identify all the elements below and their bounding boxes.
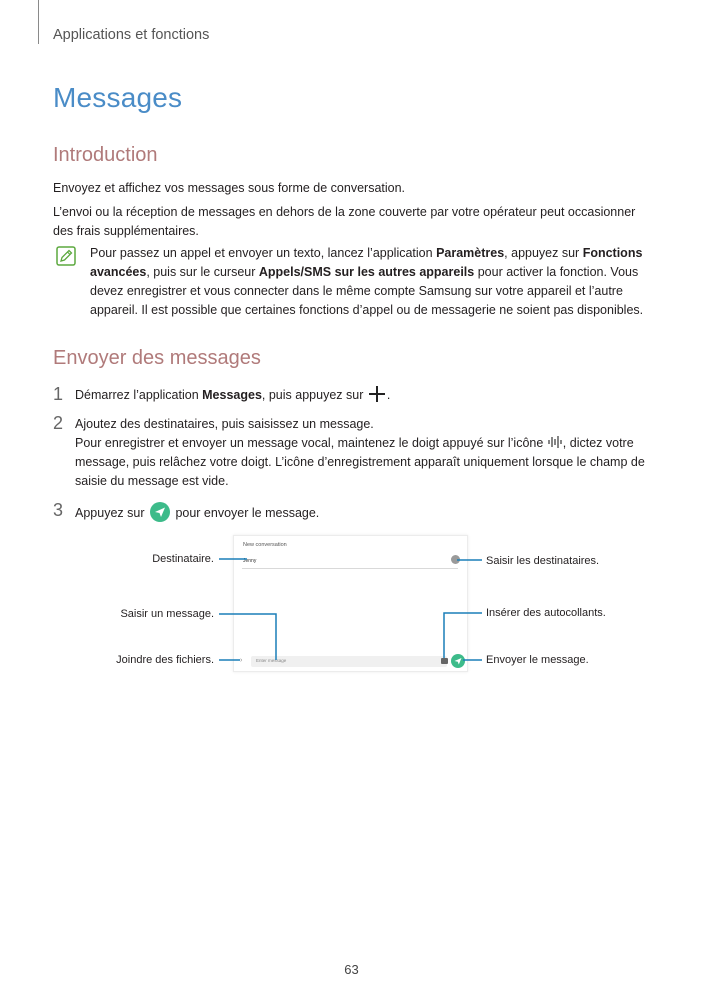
callout-send: Envoyer le message.	[486, 654, 589, 666]
send-heading: Envoyer des messages	[53, 347, 261, 369]
intro-heading: Introduction	[53, 144, 158, 166]
callout-recipient: Destinataire.	[152, 553, 214, 565]
intro-paragraph-1: Envoyez et affichez vos messages sous forme de conversation.	[53, 181, 406, 195]
step-number-3: 3	[53, 500, 64, 520]
step-1-text: Démarrez l’application Messages, puis appuyez sur .	[75, 388, 391, 402]
callout-line-enter-message	[219, 614, 276, 660]
screen-title: New conversation	[243, 542, 287, 548]
note-text: Pour passez un appel et envoyer un texto, lancez l’application Paramètres, appuyez sur Fonctions avancées, puis sur le curseur Appels/SMS sur les autres appareils pour activer la fonction. Vous devez enregistrer et vous connecter dans le même compte Samsung sur votre appareil et l’autre appareil. Il est possible que certaines fonctions d’appel ou de messagerie ne soient pas disponibles.	[90, 246, 644, 317]
attach-icon[interactable]: ›	[240, 657, 243, 664]
step-2-detail: Pour enregistrer et envoyer un message vocal, maintenez le doigt appuyé sur l’icône , dictez votre message, puis relâchez votre doigt. L’icône d’enregistrement apparaît uniquement lorsque le champ de saisie du message est vide.	[75, 436, 645, 488]
callout-attach: Joindre des fichiers.	[116, 654, 214, 666]
callout-stickers: Insérer des autocollants.	[486, 607, 606, 619]
step-number-2: 2	[53, 413, 64, 433]
bold-settings: Paramètres	[436, 246, 505, 260]
callout-line-stickers	[444, 613, 482, 658]
step-number-1: 1	[53, 384, 64, 404]
message-input-placeholder: Enter message	[256, 658, 287, 663]
intro-paragraph-2: L’envoi ou la réception de messages en dehors de la zone couverte par votre opérateur peut occasionner des frais supplémentaires.	[53, 205, 636, 238]
page-number: 63	[344, 962, 359, 977]
bold-calls-sms: Appels/SMS sur les autres appareils	[258, 265, 475, 279]
callout-enter-message: Saisir un message.	[120, 608, 214, 620]
recipient-field[interactable]: Jenny	[243, 558, 257, 564]
bold-advanced-features: Fonctions avancées	[90, 246, 643, 279]
bold-messages: Messages	[202, 388, 262, 402]
step-2-line-1: Ajoutez des destinataires, puis saisissez un message.	[75, 417, 374, 431]
step-3-text: Appuyez sur pour envoyer le message.	[75, 502, 660, 523]
callout-add-recipients: Saisir les destinataires.	[486, 555, 600, 567]
page-title: Messages	[53, 82, 183, 113]
running-header: Applications et fonctions	[53, 27, 210, 43]
